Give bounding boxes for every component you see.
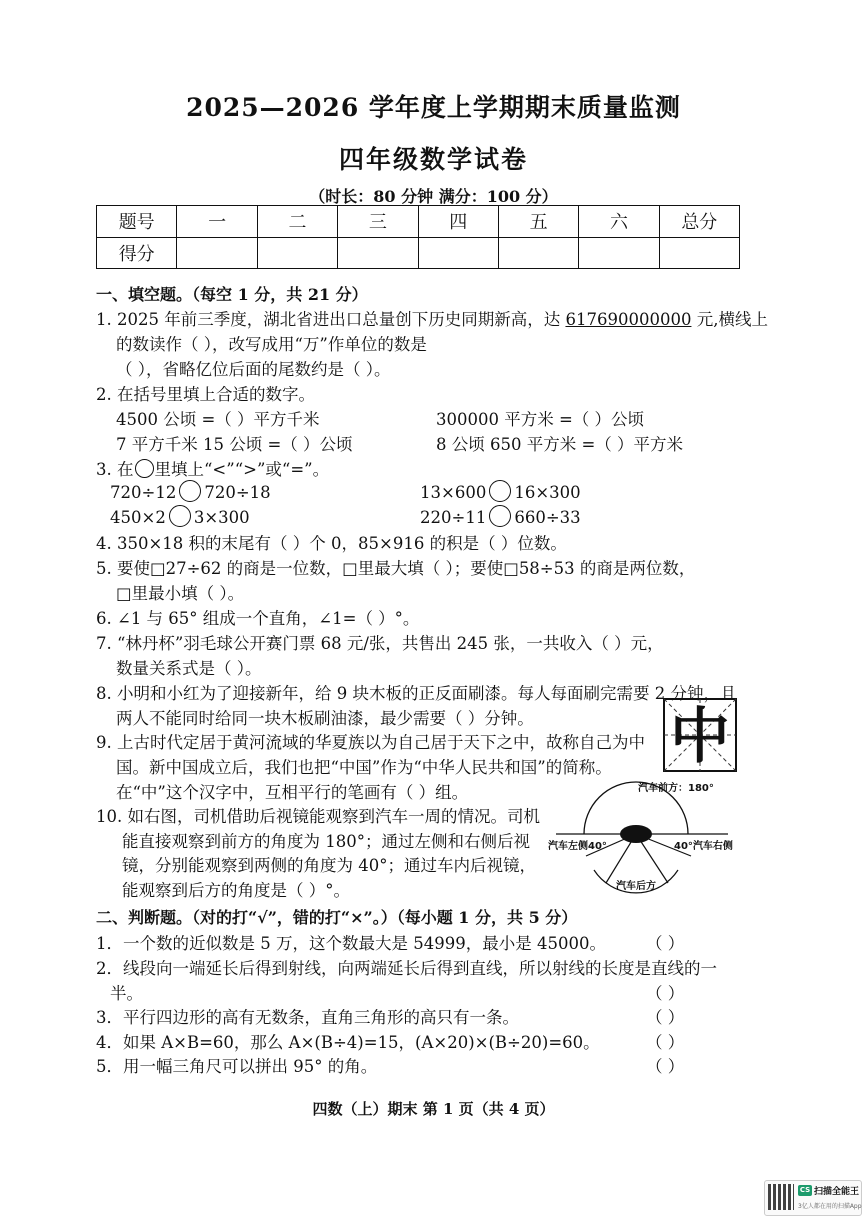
scanner-watermark (764, 1180, 862, 1216)
q3-stem-a: 3. 在 (96, 460, 134, 479)
score-input-cell[interactable] (498, 237, 578, 269)
zhong-character-figure (662, 697, 738, 773)
score-cell: 六 (579, 206, 659, 238)
q5-line1: 5. 要使□27÷62 的商是一位数，□里最大填（ ）；要使□58÷53 的商是两位数， (96, 559, 696, 578)
score-cell: 五 (498, 206, 578, 238)
q3-stem (96, 456, 329, 480)
q5-line2: □里最小填（ ）。 (116, 584, 245, 603)
watermark-title: 扫描全能王 (814, 1187, 860, 1197)
q3-left: 13×600 (420, 483, 487, 502)
q3-right: 3×300 (193, 508, 250, 527)
label-front: 汽车前方：180° (638, 783, 714, 794)
score-input-cell[interactable] (177, 237, 257, 269)
q8-line1: 8. 小明和小红为了迎接新年，给 9 块木板的正反面刷漆。每人每面刷完需要 2 分钟，且 (96, 684, 737, 703)
label-back: 汽车后方 (616, 881, 656, 892)
q10-line1: 10. 如右图，司机借助后视镜能观察到汽车一周的情况。司机 (96, 807, 540, 826)
q3-item (420, 505, 581, 527)
score-table (96, 205, 740, 269)
q3-left: 720÷12 (110, 483, 177, 502)
q9-line1: 9. 上古时代定居于黄河流域的华夏族以为自己居于天下之中，故称自己为中 (96, 733, 645, 752)
exam-subtitle: 四年级数学试卷 (338, 145, 528, 174)
score-cell: 二 (257, 206, 337, 238)
exam-info: （时长：80 分钟 满分：100 分） (309, 187, 558, 206)
q10-line4: 能观察到后方的角度是（ ）°。 (122, 881, 350, 900)
q6: 6. ∠1 与 65° 组成一个直角，∠1=（ ）°。 (96, 609, 420, 628)
score-cell: 得分 (97, 237, 177, 269)
label-left: 汽车左侧40° (548, 841, 607, 852)
judge-item-2-cont: 半。 (110, 984, 143, 1003)
q3-right: 16×300 (514, 483, 581, 502)
q3-item (420, 480, 581, 502)
q9-line3: 在“中”这个汉字中，互相平行的笔画有（ ）组。 (116, 783, 469, 802)
answer-circle[interactable] (179, 480, 201, 502)
q9-line2: 国。新中国成立后，我们也把“中国”作为“中华人民共和国”的简称。 (116, 758, 612, 777)
q1-line1 (96, 306, 768, 330)
q1-number: 617690000000 (565, 310, 692, 329)
answer-circle[interactable] (489, 505, 511, 527)
label-right: 40°汽车右侧 (674, 841, 733, 852)
q3-left: 220÷11 (420, 508, 487, 527)
q3-right: 660÷33 (514, 508, 581, 527)
q2-stem: 2. 在括号里填上合适的数字。 (96, 385, 315, 404)
q3-left: 450×2 (110, 508, 166, 527)
q2-b: 300000 平方米 =（ ）公顷 (436, 410, 645, 429)
score-input-cell[interactable] (338, 237, 418, 269)
q1-line3: （ ），省略亿位后面的尾数约是（ ）。 (116, 360, 391, 379)
q2-a: 4500 公顷 =（ ）平方千米 (116, 410, 320, 429)
score-cell: 三 (338, 206, 418, 238)
q3-right: 720÷18 (204, 483, 271, 502)
q1-line2: 的数读作（ ），改写成用“万”作单位的数是 (116, 335, 427, 354)
score-cell: 一 (177, 206, 257, 238)
section1-heading: 一、填空题。（每空 1 分，共 21 分） (96, 285, 368, 304)
judge-item-1: 1．一个数的近似数是 5 万，这个数最大是 54999，最小是 45000。 (96, 934, 606, 953)
judge-item-3: 3．平行四边形的高有无数条，直角三角形的高只有一条。 (96, 1008, 519, 1027)
zhong-character: 中 (670, 702, 730, 772)
q4: 4. 350×18 积的末尾有（ ）个 0，85×916 的积是（ ）位数。 (96, 534, 567, 553)
score-input-cell[interactable] (579, 237, 659, 269)
cs-logo-icon: CS (799, 1186, 811, 1194)
judge-item-4: 4．如果 A×B=60，那么 A×(B÷4)=15，(A×20)×(B÷20)=60。 (96, 1033, 600, 1052)
score-table-score-row (97, 237, 740, 269)
compare-circle-icon (135, 459, 154, 478)
q10-line2: 能直接观察到前方的角度为 180°；通过左侧和右侧后视 (122, 832, 530, 851)
score-input-cell[interactable] (257, 237, 337, 269)
judge-answer-bracket[interactable]: （ ） (646, 1033, 685, 1052)
q3-stem-b: 里填上“<”“>”或“=”。 (154, 460, 330, 479)
score-input-cell[interactable] (418, 237, 498, 269)
judge-item-2: 2．线段向一端延长后得到射线，向两端延长后得到直线，所以射线的长度是直线的一 (96, 959, 717, 978)
judge-answer-bracket[interactable]: （ ） (646, 984, 685, 1003)
answer-circle[interactable] (489, 480, 511, 502)
q7-line2: 数量关系式是（ ）。 (116, 659, 262, 678)
q3-item (110, 480, 271, 502)
q8-line2: 两人不能同时给同一块木板刷油漆，最少需要（ ）分钟。 (116, 709, 534, 728)
car-icon (620, 825, 652, 843)
answer-circle[interactable] (169, 505, 191, 527)
q1-text-b: 元,横线上 (691, 310, 768, 329)
score-cell: 四 (418, 206, 498, 238)
qr-code-icon (768, 1184, 794, 1210)
q1-text-a: 1. 2025 年前三季度，湖北省进出口总量创下历史同期新高，达 (96, 310, 566, 329)
score-table-header-row (97, 206, 740, 238)
score-cell: 题号 (97, 206, 177, 238)
judge-answer-bracket[interactable]: （ ） (646, 934, 685, 953)
score-input-cell[interactable] (659, 237, 739, 269)
q10-line3: 镜，分别能观察到两侧的角度为 40°；通过车内后视镜， (122, 856, 536, 875)
exam-title: 2025—2026 学年度上学期期末质量监测 (186, 93, 681, 122)
judge-answer-bracket[interactable]: （ ） (646, 1008, 685, 1027)
judge-answer-bracket[interactable]: （ ） (646, 1057, 685, 1076)
q3-item (110, 505, 250, 527)
judge-item-5: 5．用一幅三角尺可以拼出 95° 的角。 (96, 1057, 378, 1076)
q7-line1: 7. “林丹杯”羽毛球公开赛门票 68 元/张，共售出 245 张，一共收入（ ）元， (96, 634, 664, 653)
score-cell: 总分 (659, 206, 739, 238)
q2-c: 7 平方千米 15 公顷 =（ ）公顷 (116, 435, 353, 454)
page-footer: 四数（上）期末 第 1 页（共 4 页） (312, 1100, 555, 1118)
watermark-sub: 3亿人都在用的扫描App (798, 1203, 862, 1210)
section2-heading: 二、判断题。（对的打“√”，错的打“×”。）（每小题 1 分，共 5 分） (96, 908, 578, 927)
q2-d: 8 公顷 650 平方米 =（ ）平方米 (436, 435, 684, 454)
car-view-figure (546, 778, 742, 894)
